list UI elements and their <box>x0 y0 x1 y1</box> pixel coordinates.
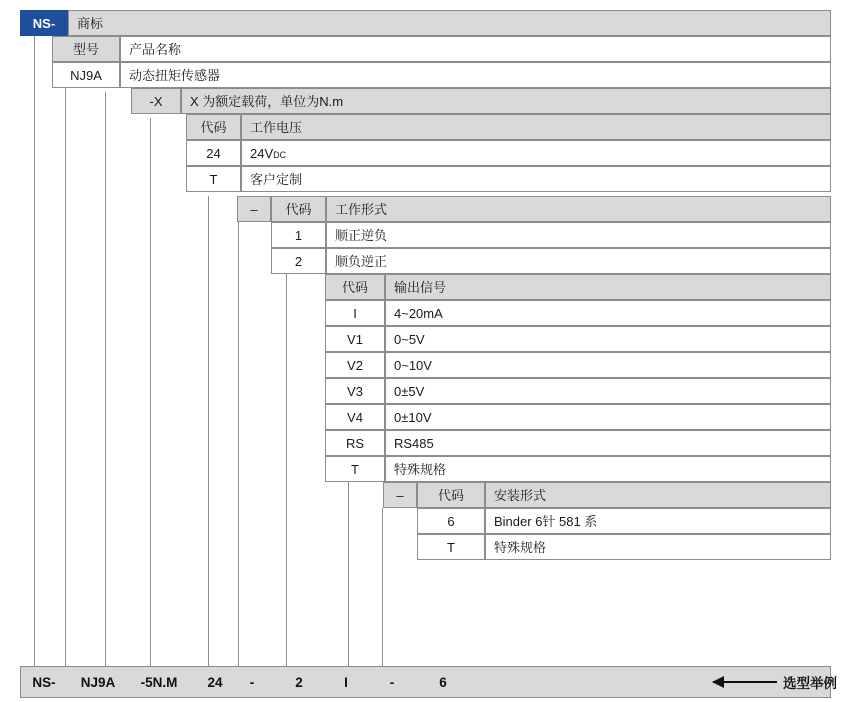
output-row-desc: 4~20mA <box>385 300 831 326</box>
model-label-desc-cell: 产品名称 <box>120 36 831 62</box>
rated-desc-cell: X 为额定载荷，单位为N.m <box>181 88 831 114</box>
output-header-code-cell: 代码 <box>325 274 385 300</box>
summary-cell-brand: NS- <box>32 674 56 690</box>
model-value-code-cell: NJ9A <box>52 62 120 88</box>
brand-desc-cell: 商标 <box>68 10 831 36</box>
connector-line-rated <box>105 92 106 666</box>
mount-row-desc: Binder 6针 581 系 <box>485 508 831 534</box>
summary-cell-dash1: - <box>249 674 255 690</box>
voltage-24-desc-subscript: DC <box>273 149 287 160</box>
connector-line-mount <box>382 508 383 666</box>
output-row-code: V4 <box>325 404 385 430</box>
mount-header-desc-cell: 安装形式 <box>485 482 831 508</box>
summary-cell-model: NJ9A <box>80 674 116 690</box>
left-arrow-icon <box>713 681 777 683</box>
voltage-header-desc-cell: 工作电压 <box>241 114 831 140</box>
summary-cell-workform: 2 <box>295 674 303 690</box>
mount-row-code: T <box>417 534 485 560</box>
mount-row-code: 6 <box>417 508 485 534</box>
output-row-code: V3 <box>325 378 385 404</box>
output-row-code: RS <box>325 430 385 456</box>
model-value-desc-cell: 动态扭矩传感器 <box>120 62 831 88</box>
brand-code-cell: NS- <box>20 10 68 36</box>
summary-cell-rated: -5N.M <box>140 674 178 690</box>
output-row-desc: RS485 <box>385 430 831 456</box>
mount-header-code-cell: 代码 <box>417 482 485 508</box>
output-row-desc: 特殊规格 <box>385 456 831 482</box>
output-row-code: I <box>325 300 385 326</box>
voltage-24-desc-cell <box>241 140 831 166</box>
voltage-header-code-cell: 代码 <box>186 114 241 140</box>
connector-line-output <box>286 274 287 666</box>
mount-dash-cell: – <box>383 482 417 508</box>
summary-cell-mount: 6 <box>439 674 447 690</box>
workform-header-desc-cell: 工作形式 <box>326 196 831 222</box>
rated-code-cell: -X <box>131 88 181 114</box>
output-row-desc: 0~5V <box>385 326 831 352</box>
workform-header-code-cell: 代码 <box>271 196 326 222</box>
workform-2-desc-cell: 顺负逆正 <box>326 248 831 274</box>
voltage-24-code-cell: 24 <box>186 140 241 166</box>
connector-line-model <box>65 66 66 666</box>
workform-dash-cell: – <box>237 196 271 222</box>
connector-line-dash2 <box>348 482 349 666</box>
selection-example-pointer <box>713 666 837 698</box>
summary-cell-dash2: - <box>389 674 395 690</box>
workform-1-code-cell: 1 <box>271 222 326 248</box>
output-row-desc: 0~10V <box>385 352 831 378</box>
connector-line-dash1 <box>208 196 209 666</box>
summary-cell-voltage: 24 <box>207 674 223 690</box>
summary-cell-output: I <box>344 674 348 690</box>
voltage-t-desc-cell: 客户定制 <box>241 166 831 192</box>
voltage-t-code-cell: T <box>186 166 241 192</box>
selection-example-label: 选型举例 <box>783 676 837 691</box>
output-row-code: V1 <box>325 326 385 352</box>
mount-row-desc: 特殊规格 <box>485 534 831 560</box>
workform-2-code-cell: 2 <box>271 248 326 274</box>
output-row-code: T <box>325 456 385 482</box>
output-header-desc-cell: 输出信号 <box>385 274 831 300</box>
connector-line-voltage <box>150 118 151 666</box>
connector-line-workform <box>238 222 239 666</box>
output-row-desc: 0±10V <box>385 404 831 430</box>
model-label-code-cell: 型号 <box>52 36 120 62</box>
workform-1-desc-cell: 顺正逆负 <box>326 222 831 248</box>
voltage-24-desc-text: 24V <box>250 145 274 161</box>
output-row-code: V2 <box>325 352 385 378</box>
output-row-desc: 0±5V <box>385 378 831 404</box>
connector-line-brand <box>34 31 35 666</box>
